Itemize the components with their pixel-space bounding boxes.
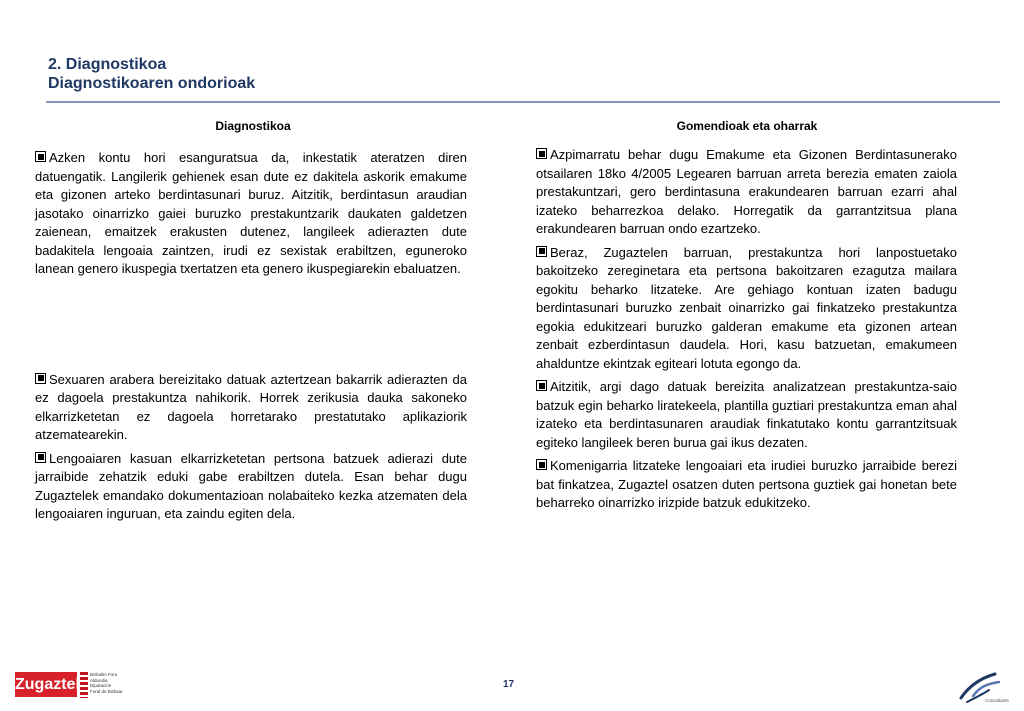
page-number: 17 bbox=[503, 679, 515, 690]
checkbox-bullet-icon bbox=[35, 452, 46, 463]
sf-logo-caption: Consultants bbox=[985, 698, 1009, 703]
checkbox-bullet-icon bbox=[35, 151, 46, 162]
header-divider bbox=[46, 101, 1000, 103]
right-column-heading: Gomendioak eta oharrak bbox=[676, 119, 818, 133]
slide-title bbox=[48, 55, 255, 93]
right-paragraph-1: Azpimarratu behar dugu Emakume eta Gizonen Berdintasunerako otsailaren 18ko 4/2005 Legearen barruan arreta berezia ematen zaiola prestakuntzari, gero berdintasuna erakundearen barruan ezarri ahal izateko beharrezkoa delako. Horregatik da garrantzitsua plana erakundearen barruan ondo ezartzeko. bbox=[536, 147, 957, 236]
zugaztel-logo: Zugaztel bbox=[15, 672, 77, 697]
bizkaia-logo: Bizkaiko Foru Aldundia Diputación Foral de Bizkaia bbox=[80, 670, 130, 700]
left-paragraph-1: Azken kontu hori esanguratsua da, inkestatik ateratzen diren datuengatik. Langilerik gehienek esan dute ez dakitela askorik emakume eta gizonen arteko berdintasunari buruz. Aitzitik, berdintasun araudian jasotako oinarrizko gaiei buruzko prestakuntzarik daukaten galdetzen zaienean, emaitzek erakusten dutenez, langileek adierazten dute badakitela lengoaia zaintzen, irudi ez sexistak erabiltzen, eguneroko lanean genero ikuspegia txertatzen eta genero ikuspegiarekin ebaluatzen. bbox=[35, 150, 467, 276]
section-subtitle: Diagnostikoaren ondorioak bbox=[48, 75, 256, 92]
checkbox-bullet-icon bbox=[536, 459, 547, 470]
bizkaia-emblem-icon bbox=[80, 672, 88, 698]
right-paragraph-3: Aitzitik, argi dago datuak bereizita analizatzean prestakuntza-saio batzuk egin beharko liratekeela, plantilla guztiari prestakuntza eman ahal izateko eta berdintasunaren araudiak finkatutako kontu garrantzitsuak egiteko langileek beren burua gai ikus dezaten. bbox=[536, 379, 957, 450]
checkbox-bullet-icon bbox=[35, 373, 46, 384]
checkbox-bullet-icon bbox=[536, 148, 547, 159]
right-paragraph-4: Komenigarria litzateke lengoaiari eta irudiei buruzko jarraibide berezi bat finkatzea, Zugaztel osatzen duten pertsona guztiek gai honetan bete beharreko oinarrizko irizpide batzuk edukitzeko. bbox=[536, 458, 957, 510]
section-title: 2. Diagnostikoa bbox=[48, 56, 167, 73]
checkbox-bullet-icon bbox=[536, 380, 547, 391]
checkbox-bullet-icon bbox=[536, 246, 547, 257]
right-paragraph-2: Beraz, Zugaztelen barruan, prestakuntza hori lanpostuetako bakoitzeko zereginetara eta pertsona bakoitzaren ezagutza mailara egokitu beharko litzateke. Are gehiago kontuan izaten badugu berdintasunari buruzko zenbait oinarrizko gai finkatzeko prestakuntza egokia edukitzeari buruzko galderan emakume eta gizonen artean zenbait ezberdintasun daudela. Hori, kasu batzuetan, emakumeen ahalduntze ekintzak egiteari lotuta egongo da. bbox=[536, 244, 957, 371]
left-column-heading: Diagnostikoa bbox=[215, 119, 291, 133]
left-paragraph-3: Lengoaiaren kasuan elkarrizketetan pertsona batzuek adierazi dute jarraibide zehatzik eduki gabe erabiltzen dutela. Esan behar dugu Zugaztelek emandako dokumentazioan nolabaiteko kezka atzematen dela lengoaiaren inguruan, eta zaindu egiten dela. bbox=[35, 450, 467, 521]
right-column bbox=[536, 146, 957, 518]
left-column bbox=[35, 149, 467, 529]
sf-consultants-logo bbox=[955, 668, 1007, 706]
left-paragraph-2: Sexuaren arabera bereizitako datuak aztertzean bakarrik adierazten da ez dagoela prestakuntza nahikorik. Horrek zerikusia dauka sakoneko elkarrizketetan ez dagoela horretarako prestatutako aplikaziorik atzematearekin. bbox=[35, 371, 467, 442]
